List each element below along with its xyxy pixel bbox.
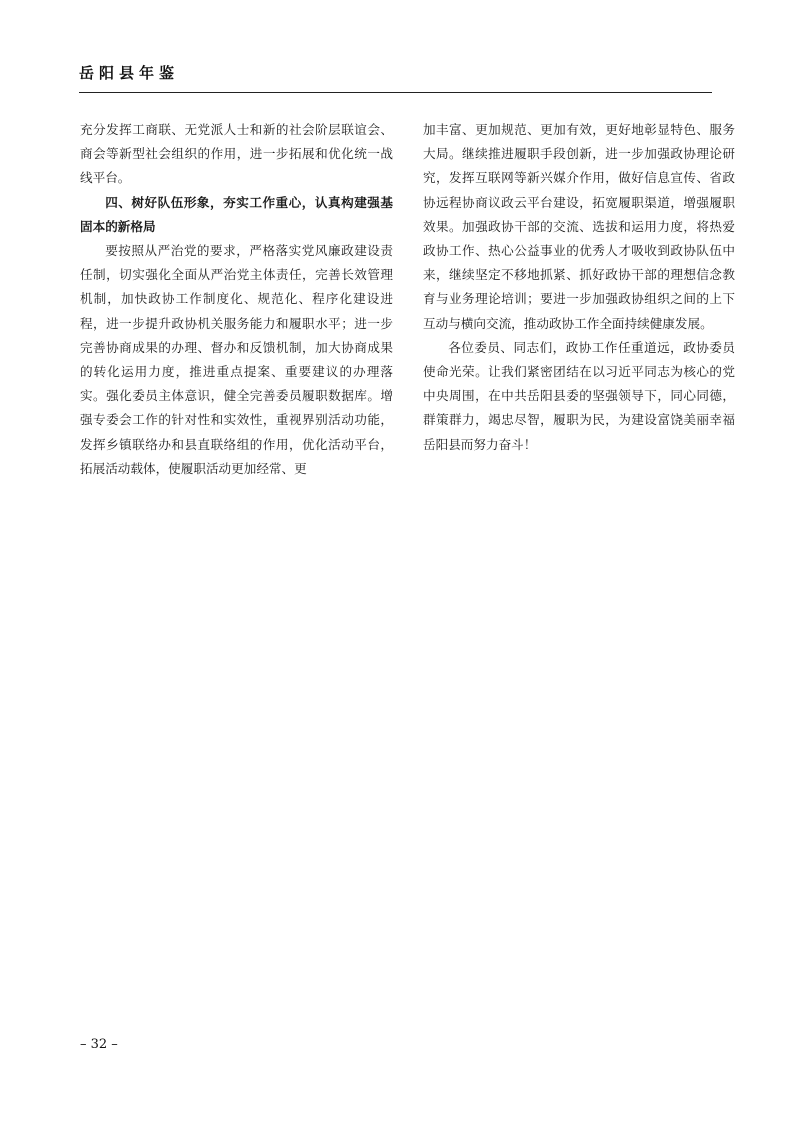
left-paragraph-2: 要按照从严治党的要求，严格落实党风廉政建设责任制，切实强化全面从严治党主体责任，完善长效管理机制，加快政协工作制度化、规范化、程序化建设进程，进一步提升政协机关服务能力和履职水平；进一步完善协商成果的办理、督办和反馈机制，加大协商成果的转化运用力度，推进重点提案、重要建议的办理落实。强化委员主体意识，健全完善委员履职数据库。增强专委会工作的针对性和实效性，重视界别活动功能，发挥乡镇联络办和县直联络组的作用，优化活动平台，拓展活动载体，使履职活动更加经常、更 (80, 243, 393, 476)
page-number: – 32 – (80, 1037, 118, 1052)
right-column (423, 118, 735, 457)
left-column (80, 118, 393, 481)
header-rule (79, 92, 712, 93)
right-paragraph-2: 各位委员、同志们，政协工作任重道远，政协委员使命光荣。让我们紧密团结在以习近平同志为核心的党中央周围，在中共岳阳县委的坚强领导下，同心同德，群策群力，竭忠尽智，履职为民，为建设富饶美丽幸福岳阳县而努力奋斗！ (423, 339, 735, 452)
right-paragraph-1: 加丰富、更加规范、更加有效，更好地彰显特色、服务大局。继续推进履职手段创新，进一步加强政协理论研究，发挥互联网等新兴媒介作用，做好信息宣传、省政协远程协商议政云平台建设，拓宽履职渠道，增强履职效果。加强政协干部的交流、选拔和运用力度，将热爱政协工作、热心公益事业的优秀人才吸收到政协队伍中来，继续坚定不移地抓紧、抓好政协干部的理想信念教育与业务理论培训；要进一步加强政协组织之间的上下互动与横向交流，推动政协工作全面持续健康发展。 (423, 122, 735, 331)
section-heading: 四、树好队伍形象，夯实工作重心，认真构建强基固本的新格局 (80, 194, 393, 234)
left-paragraph-1: 充分发挥工商联、无党派人士和新的社会阶层联谊会、商会等新型社会组织的作用，进一步拓展和优化统一战线平台。 (80, 122, 393, 186)
running-header (79, 62, 712, 84)
yearbook-title: 岳阳县年鉴 (79, 64, 180, 82)
